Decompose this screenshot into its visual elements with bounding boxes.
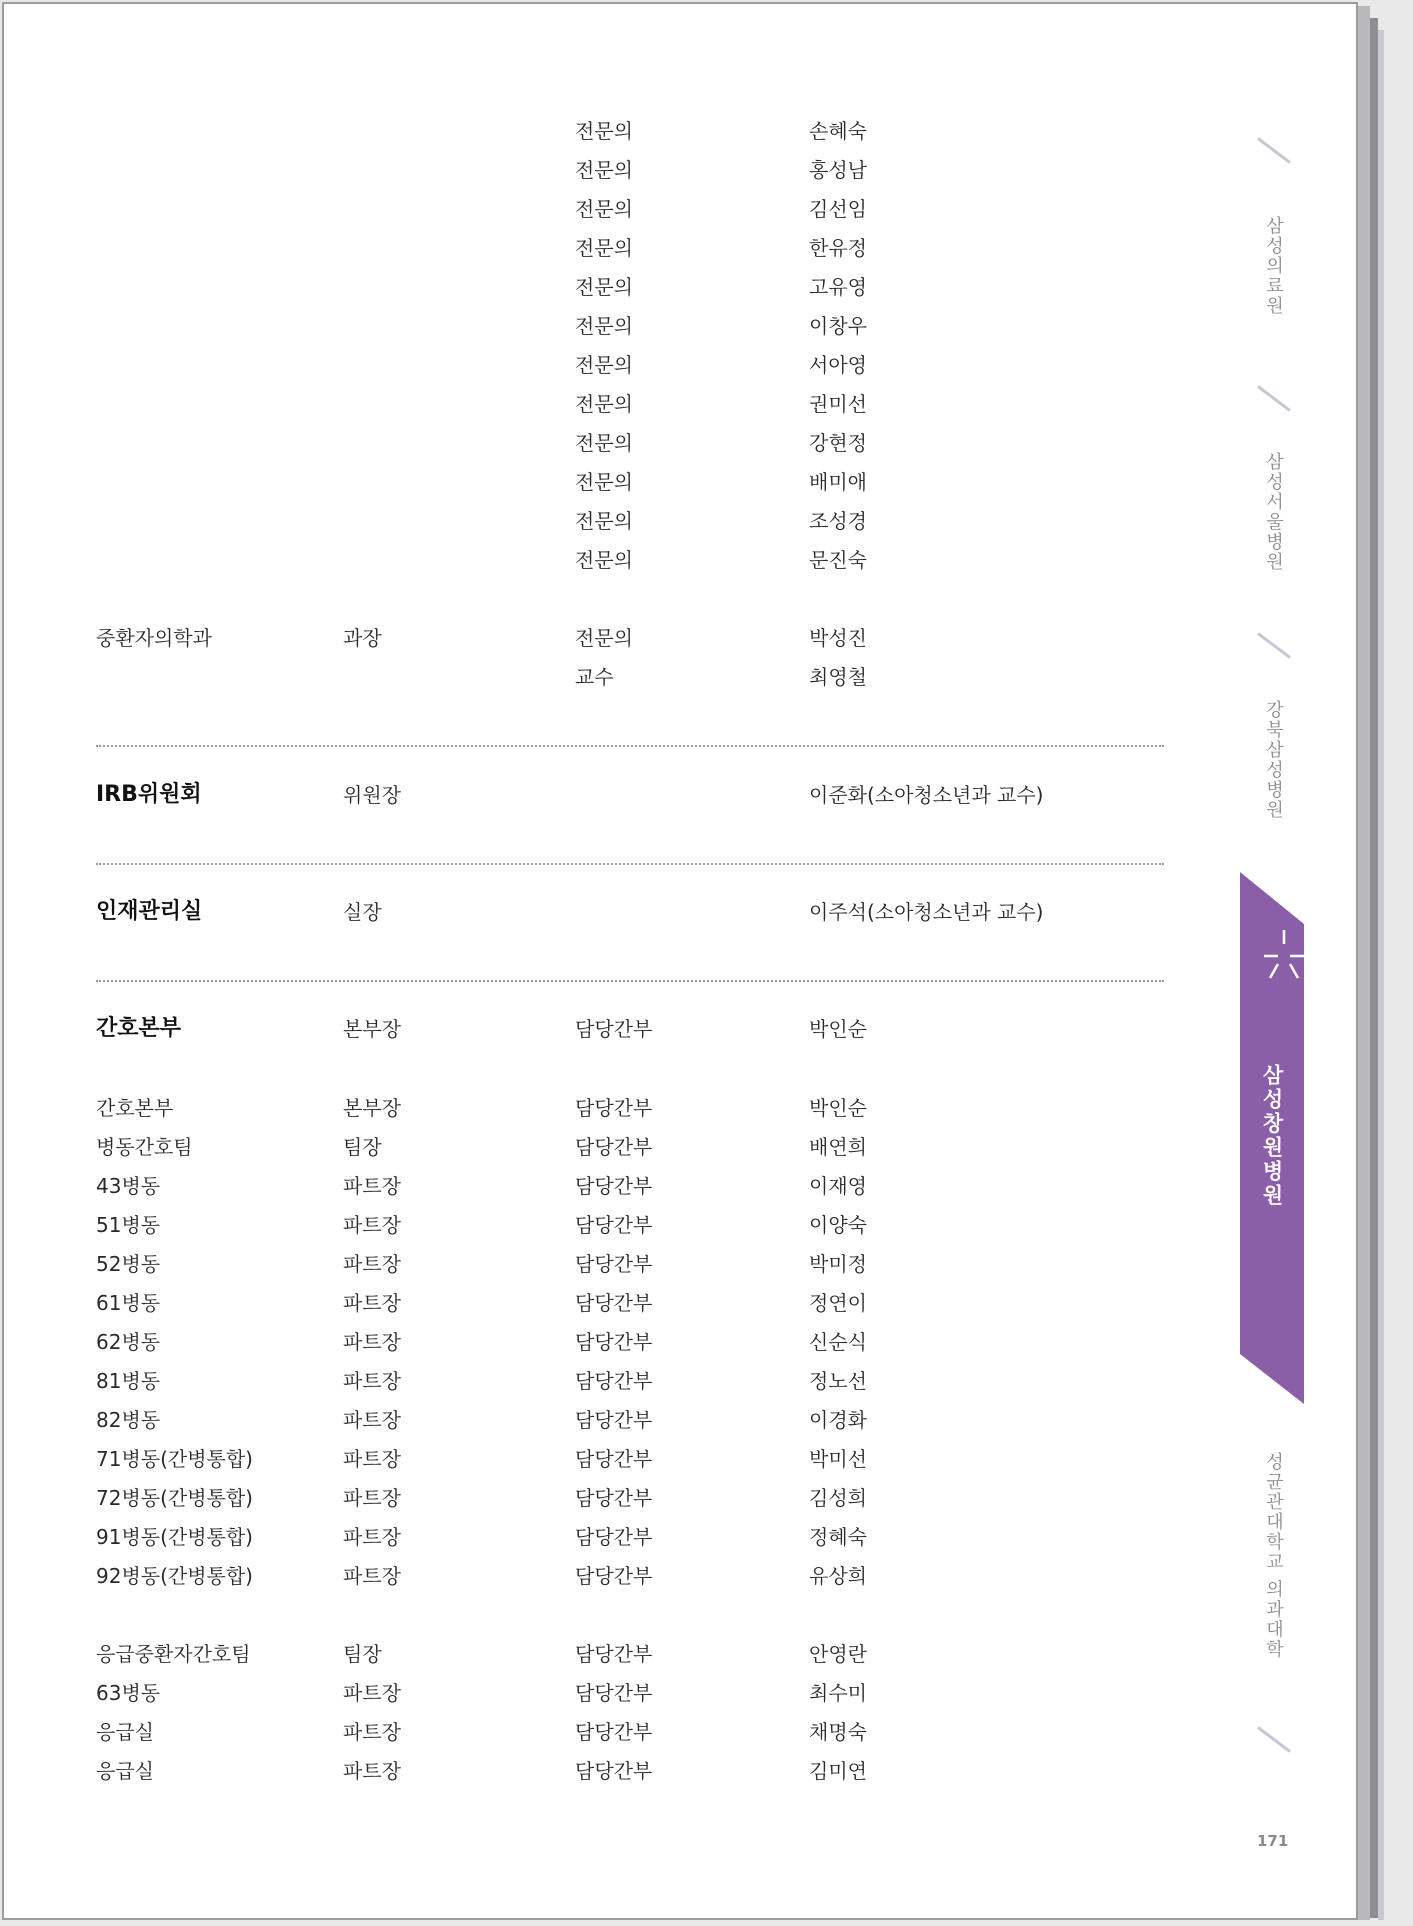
position-cell: 본부장 — [343, 1096, 401, 1120]
position-cell: 실장 — [343, 900, 382, 924]
name-cell: 고유영 — [809, 275, 867, 299]
position-cell: 파트장 — [343, 1252, 401, 1276]
name-cell: 안영란 — [809, 1642, 867, 1666]
name-cell: 정연이 — [809, 1291, 867, 1315]
role-cell: 담당간부 — [575, 1135, 653, 1159]
name-cell: 이재영 — [809, 1174, 867, 1198]
name-cell: 정혜숙 — [809, 1525, 867, 1549]
name-cell: 정노선 — [809, 1369, 867, 1393]
role-cell: 담당간부 — [575, 1486, 653, 1510]
department-cell: 91병동(간병통합) — [96, 1525, 253, 1549]
role-cell: 교수 — [575, 665, 614, 689]
department-cell: 52병동 — [96, 1252, 161, 1276]
role-cell: 전문의 — [575, 236, 633, 260]
department-cell: 간호본부 — [96, 1096, 174, 1120]
role-cell: 담당간부 — [575, 1174, 653, 1198]
department-cell: 51병동 — [96, 1213, 161, 1237]
role-cell: 전문의 — [575, 119, 633, 143]
position-cell: 파트장 — [343, 1213, 401, 1237]
role-cell: 전문의 — [575, 158, 633, 182]
document-page — [2, 2, 1358, 1920]
role-cell: 담당간부 — [575, 1213, 653, 1237]
department-cell: 43병동 — [96, 1174, 161, 1198]
page-edge — [1356, 6, 1370, 1920]
role-cell: 담당간부 — [575, 1330, 653, 1354]
department-cell: 62병동 — [96, 1330, 161, 1354]
position-cell: 본부장 — [343, 1017, 401, 1041]
department-cell: 중환자의학과 — [96, 626, 212, 650]
name-cell: 박인순 — [809, 1096, 867, 1120]
position-cell: 파트장 — [343, 1759, 401, 1783]
tab-samsung-seoul-hospital[interactable]: 삼성서울병원 — [1263, 452, 1284, 572]
department-cell: IRB위원회 — [96, 782, 202, 807]
sparkle-icon — [1262, 930, 1306, 982]
role-cell: 담당간부 — [575, 1447, 653, 1471]
name-cell: 최영철 — [809, 665, 867, 689]
role-cell: 담당간부 — [575, 1291, 653, 1315]
tab-samsung-medical-center[interactable]: 삼성의료원 — [1263, 216, 1284, 316]
active-tab-label: 삼성창원병원 — [1260, 1064, 1284, 1208]
department-cell: 81병동 — [96, 1369, 161, 1393]
name-cell: 박인순 — [809, 1017, 867, 1041]
position-cell: 파트장 — [343, 1486, 401, 1510]
role-cell: 전문의 — [575, 509, 633, 533]
name-cell: 배미애 — [809, 470, 867, 494]
role-cell: 담당간부 — [575, 1642, 653, 1666]
name-cell: 이양숙 — [809, 1213, 867, 1237]
position-cell: 파트장 — [343, 1564, 401, 1588]
name-cell: 최수미 — [809, 1681, 867, 1705]
role-cell: 담당간부 — [575, 1681, 653, 1705]
department-cell: 응급중환자간호팀 — [96, 1642, 251, 1666]
position-cell: 파트장 — [343, 1369, 401, 1393]
section-divider — [96, 980, 1164, 982]
name-cell: 홍성남 — [809, 158, 867, 182]
role-cell: 담당간부 — [575, 1720, 653, 1744]
department-cell: 병동간호팀 — [96, 1135, 193, 1159]
position-cell: 위원장 — [343, 783, 401, 807]
name-cell: 김선임 — [809, 197, 867, 221]
role-cell: 전문의 — [575, 626, 633, 650]
name-cell: 한유정 — [809, 236, 867, 260]
page-edge — [1378, 30, 1384, 1920]
name-cell: 서아영 — [809, 353, 867, 377]
name-cell: 이경화 — [809, 1408, 867, 1432]
position-cell: 파트장 — [343, 1174, 401, 1198]
role-cell: 담당간부 — [575, 1017, 653, 1041]
position-cell: 과장 — [343, 626, 382, 650]
department-cell: 72병동(간병통합) — [96, 1486, 253, 1510]
name-cell: 박성진 — [809, 626, 867, 650]
role-cell: 담당간부 — [575, 1759, 653, 1783]
position-cell: 파트장 — [343, 1447, 401, 1471]
role-cell: 담당간부 — [575, 1096, 653, 1120]
position-cell: 팀장 — [343, 1642, 382, 1666]
position-cell: 파트장 — [343, 1291, 401, 1315]
department-cell: 82병동 — [96, 1408, 161, 1432]
name-cell: 김성희 — [809, 1486, 867, 1510]
name-cell: 이주석(소아청소년과 교수) — [809, 900, 1044, 924]
name-cell: 문진숙 — [809, 548, 867, 572]
position-cell: 파트장 — [343, 1681, 401, 1705]
name-cell: 신순식 — [809, 1330, 867, 1354]
name-cell: 유상희 — [809, 1564, 867, 1588]
department-cell: 응급실 — [96, 1720, 154, 1744]
position-cell: 파트장 — [343, 1330, 401, 1354]
role-cell: 담당간부 — [575, 1408, 653, 1432]
department-cell: 92병동(간병통합) — [96, 1564, 253, 1588]
section-divider — [96, 745, 1164, 747]
role-cell: 전문의 — [575, 431, 633, 455]
role-cell: 담당간부 — [575, 1525, 653, 1549]
role-cell: 전문의 — [575, 275, 633, 299]
role-cell: 전문의 — [575, 470, 633, 494]
role-cell: 담당간부 — [575, 1564, 653, 1588]
position-cell: 팀장 — [343, 1135, 382, 1159]
position-cell: 파트장 — [343, 1525, 401, 1549]
name-cell: 이창우 — [809, 314, 867, 338]
name-cell: 김미연 — [809, 1759, 867, 1783]
tab-kangbuk-samsung-hospital[interactable]: 강북삼성병원 — [1263, 700, 1284, 820]
name-cell: 배연희 — [809, 1135, 867, 1159]
department-cell: 인재관리실 — [96, 899, 203, 924]
department-cell: 63병동 — [96, 1681, 161, 1705]
position-cell: 파트장 — [343, 1408, 401, 1432]
name-cell: 손혜숙 — [809, 119, 867, 143]
department-cell: 71병동(간병통합) — [96, 1447, 253, 1471]
department-cell: 응급실 — [96, 1759, 154, 1783]
name-cell: 조성경 — [809, 509, 867, 533]
role-cell: 전문의 — [575, 548, 633, 572]
department-cell: 61병동 — [96, 1291, 161, 1315]
role-cell: 전문의 — [575, 353, 633, 377]
position-cell: 파트장 — [343, 1720, 401, 1744]
name-cell: 이준화(소아청소년과 교수) — [809, 783, 1044, 807]
name-cell: 박미정 — [809, 1252, 867, 1276]
name-cell: 박미선 — [809, 1447, 867, 1471]
name-cell: 채명숙 — [809, 1720, 867, 1744]
department-cell: 간호본부 — [96, 1016, 182, 1041]
role-cell: 전문의 — [575, 314, 633, 338]
role-cell: 전문의 — [575, 392, 633, 416]
section-divider — [96, 863, 1164, 865]
tab-skku-medicine[interactable]: 성균관대학교 의과대학 — [1263, 1452, 1284, 1660]
page-number: 171 — [1257, 1832, 1289, 1850]
name-cell: 권미선 — [809, 392, 867, 416]
role-cell: 담당간부 — [575, 1252, 653, 1276]
name-cell: 강현정 — [809, 431, 867, 455]
role-cell: 전문의 — [575, 197, 633, 221]
role-cell: 담당간부 — [575, 1369, 653, 1393]
